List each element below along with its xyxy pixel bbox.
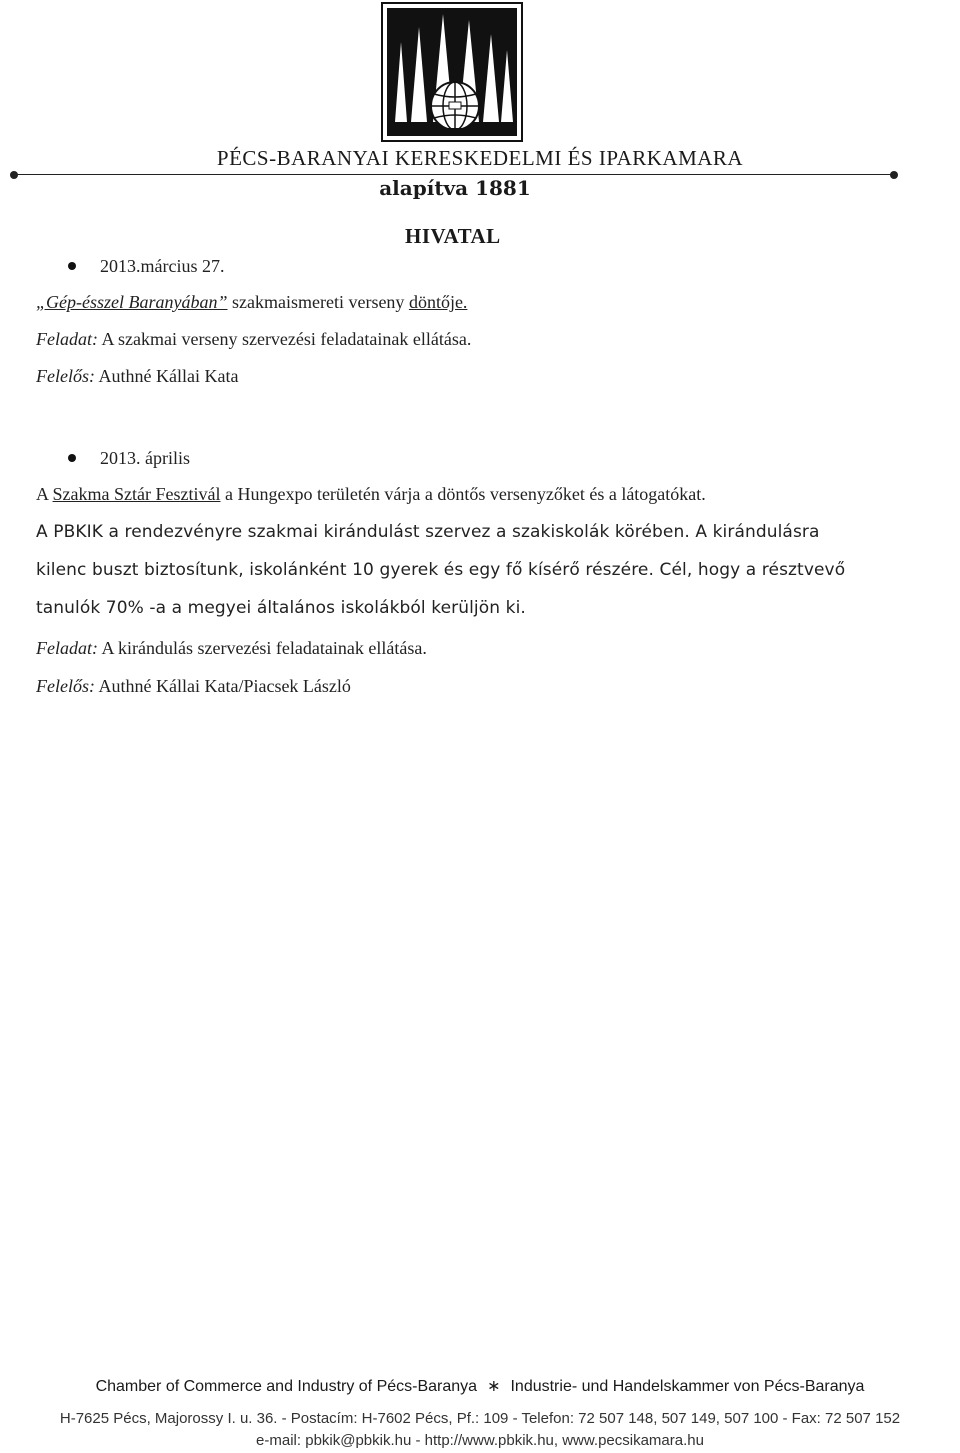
date-label: 2013.március 27.: [100, 256, 225, 276]
footer-german-name: Industrie- und Handelskammer von Pécs-Baranya: [510, 1378, 865, 1395]
list-item-date: [68, 256, 224, 277]
description-line-1: [36, 484, 706, 505]
responsible-line: [36, 366, 238, 387]
chamber-logo-icon: [381, 2, 523, 142]
responsible-label: Felelős:: [36, 676, 95, 696]
footer-names: [0, 1376, 960, 1396]
desc-text: A: [36, 484, 49, 504]
description-line-2: A PBKIK a rendezvényre szakmai kirándulást szervez a szakiskolák körében. A kirándulásra: [36, 522, 820, 542]
date-label: 2013. április: [100, 448, 190, 468]
list-item-date: [68, 448, 190, 469]
footer-address: H-7625 Pécs, Majorossy I. u. 36. - Postacím: H-7602 Pécs, Pf.: 109 - Telefon: 72 507 148, 507 149, 507 100 - Fax: 72 507 152: [59, 1410, 901, 1427]
organization-name: PÉCS-BARANYAI KERESKEDELMI ÉS IPARKAMARA: [216, 146, 744, 170]
bullet-icon: [68, 454, 76, 462]
footer-separator: ∗: [487, 1378, 501, 1395]
footer-english-name: Chamber of Commerce and Industry of Pécs-Baranya: [95, 1378, 478, 1395]
description-line-3: kilenc buszt biztosítunk, iskolánként 10 gyerek és egy fő kísérő részére. Cél, hogy a résztvevő: [36, 560, 846, 580]
responsible-text: Authné Kállai Kata: [98, 366, 239, 386]
task-line: [36, 638, 427, 659]
event-title: [36, 292, 467, 313]
office-heading: HIVATAL: [405, 224, 501, 248]
bullet-icon: [68, 262, 76, 270]
task-text: A szakmai verseny szervezési feladatainak ellátása.: [101, 329, 472, 349]
event-title-end: döntője.: [408, 292, 468, 312]
founded-year: alapítva 1881: [379, 176, 531, 200]
responsible-label: Felelős:: [36, 366, 95, 386]
description-line-4: tanulók 70% -a a megyei általános iskolákból kerüljön ki.: [36, 598, 526, 618]
task-text: A kirándulás szervezési feladatainak ellátása.: [101, 638, 427, 658]
event-title-quote: „Gép-ésszel Baranyában”: [36, 292, 228, 312]
footer-contact: e-mail: pbkik@pbkik.hu - http://www.pbkik.hu, www.pecsikamara.hu: [256, 1432, 704, 1449]
desc-text: a Hungexpo területén várja a döntős versenyzőket és a látogatókat.: [224, 484, 706, 504]
responsible-text: Authné Kállai Kata/Piacsek László: [98, 676, 351, 696]
event-title-rest: szakmaismereti verseny: [232, 292, 405, 312]
task-label: Feladat:: [36, 638, 98, 658]
task-label: Feladat:: [36, 329, 98, 349]
responsible-line: [36, 676, 351, 697]
festival-link[interactable]: Szakma Sztár Fesztivál: [52, 484, 221, 504]
header-divider: [14, 174, 896, 175]
task-line: [36, 329, 471, 350]
